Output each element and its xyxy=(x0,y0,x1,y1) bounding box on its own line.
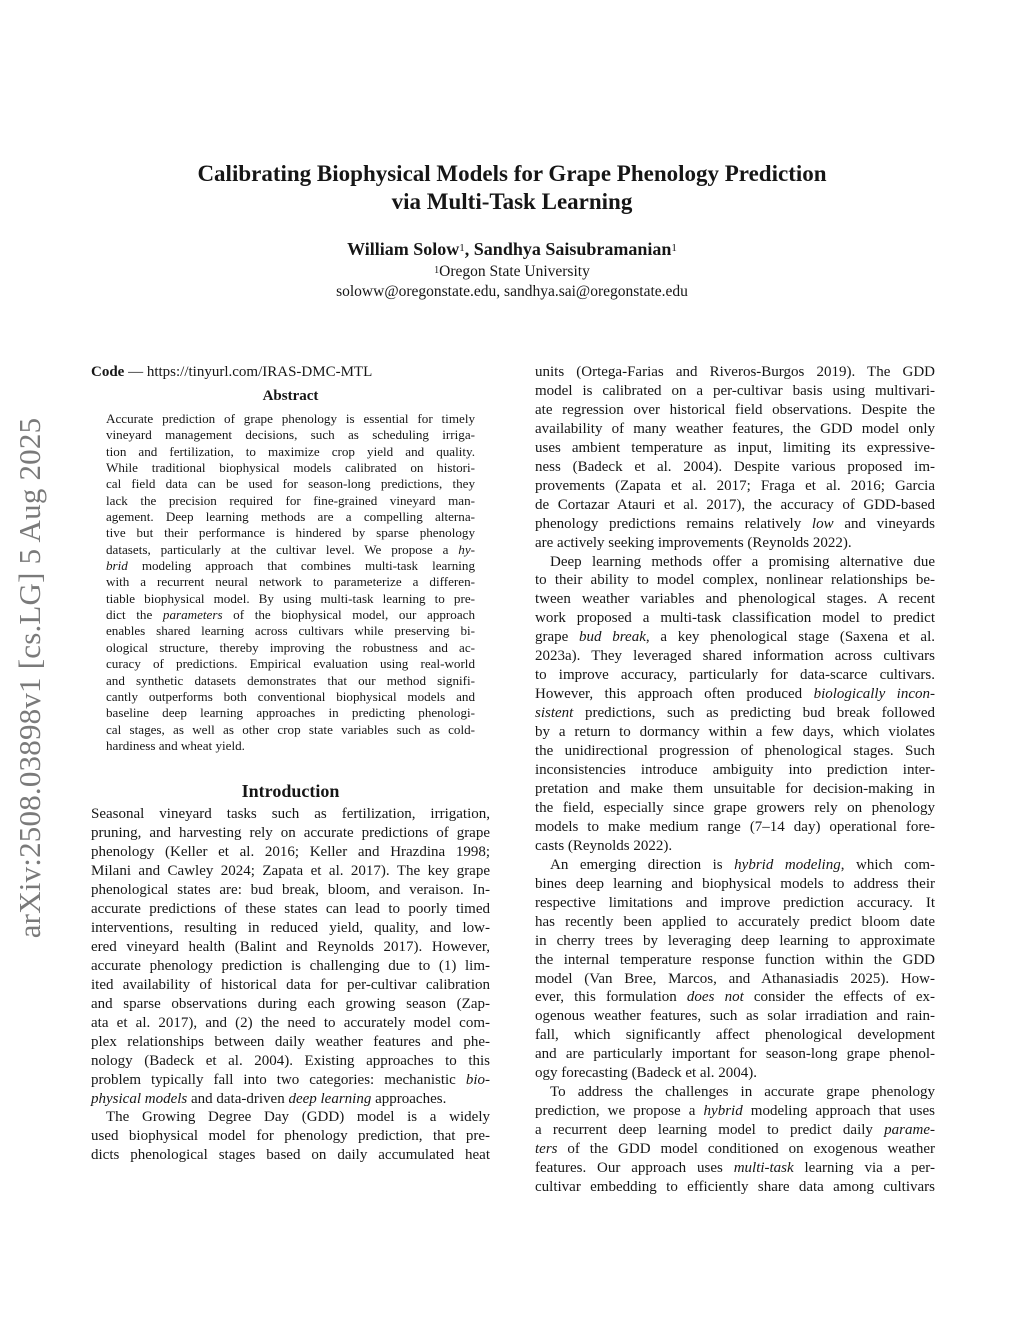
text-line: To address the challenges in accurate grape phenology xyxy=(550,1084,935,1101)
text-line: with a recurrent neural network to parameterize a differen- xyxy=(106,574,475,590)
text-line: The Growing Degree Day (GDD) model is a widely xyxy=(106,1109,490,1126)
text-line: ters of the GDD model conditioned on exogenous weather xyxy=(535,1141,935,1158)
intro-paragraph-5 xyxy=(535,1083,935,1197)
author-emails[interactable]: soloww@oregonstate.edu, sandhya.sai@oregonstate.edu xyxy=(336,283,688,300)
text-line: and sparse observations during each growing season (Zap- xyxy=(91,995,490,1012)
text-line: the field, especially since grape growers rely on phenology xyxy=(535,799,935,816)
title-line-2: via Multi-Task Learning xyxy=(391,188,633,214)
text-line: has recently been applied to accurately predict bloom date xyxy=(535,913,935,930)
introduction-heading: Introduction xyxy=(241,781,340,802)
affiliation-name: Oregon State University xyxy=(439,263,590,280)
text-line: cantly outperforms both conventional biophysical models and xyxy=(106,688,475,704)
text-line: respective limitations and improve prediction accuracy. It xyxy=(535,894,935,911)
code-link-line xyxy=(91,363,490,382)
text-line: Deep learning methods offer a promising alternative due xyxy=(550,553,935,570)
arxiv-identifier: arXiv:2508.03898v1 [cs.LG] 5 Aug 2025 xyxy=(12,417,47,939)
text-line: the internal temperature response function within the GDD xyxy=(535,951,935,968)
text-line: ata et al. 2017), and (2) the need to accurately model com- xyxy=(91,1014,490,1031)
text-line: to improve accuracy, particularly for data-scarce cultivars. xyxy=(535,667,935,684)
text-line: nology (Badeck et al. 2004). Existing approaches to this xyxy=(91,1052,490,1069)
arxiv-side-stamp xyxy=(5,378,55,978)
text-line: Accurate prediction of grape phenology is essential for timely xyxy=(106,411,475,426)
text-line: tiable biophysical model. By using multi-task learning to pre- xyxy=(106,590,475,606)
text-line: provements (Zapata et al. 2017; Fraga et al. 2016; Garcia xyxy=(535,477,935,494)
text-line: prediction, we propose a hybrid modeling approach that uses xyxy=(535,1103,935,1120)
abstract-heading: Abstract xyxy=(262,388,319,404)
text-line: agement. Deep learning methods are a compelling alterna- xyxy=(106,509,475,525)
text-line: enables shared learning across cultivars while preserving bi- xyxy=(106,623,475,639)
text-line: accurate phenology prediction is challenging due to (1) lim- xyxy=(91,957,490,974)
code-url-link[interactable]: https://tinyurl.com/IRAS-DMC-MTL xyxy=(146,364,373,380)
text-line: model is calibrated on a per-cultivar basis using multivari- xyxy=(535,382,935,399)
text-line: phenology (Keller et al. 2016; Keller and Hrazdina 1998; xyxy=(91,844,490,861)
text-line: While traditional biophysical models calibrated on histori- xyxy=(106,460,475,476)
text-line: and synthetic datasets demonstrates that our method signifi- xyxy=(106,672,475,688)
text-line: Milani and Cawley 2024; Zapata et al. 2017). The key grape xyxy=(91,863,490,880)
text-line: interventions, resulting in reduced yield, quality, and low- xyxy=(91,919,490,936)
introduction-body-left xyxy=(91,805,490,1165)
text-line: cultivar embedding to efficiently share data among cultivars xyxy=(535,1178,935,1195)
text-line: However, this approach often produced biologically incon- xyxy=(535,686,935,703)
intro-paragraph-4 xyxy=(535,856,935,1083)
text-line: plex relationships between daily weather features and phe- xyxy=(91,1033,490,1050)
text-line: and are particularly important for season-long grape phenol- xyxy=(535,1046,935,1063)
affiliation-mark: 1 xyxy=(434,265,440,276)
text-line: hardiness and wheat yield. xyxy=(106,737,245,753)
text-line: datasets, particularly at the cultivar level. We propose a hy- xyxy=(106,541,475,557)
text-line: cal stages, as well as other crop state variables such as cold- xyxy=(106,721,475,737)
text-line: accurate predictions of these states can lead to poorly timed xyxy=(91,900,490,917)
text-line: tween weather variables and phenological stages. A recent xyxy=(535,591,935,608)
text-line: de Cortazar Atauri et al. 2017), the accuracy of GDD-based xyxy=(535,496,935,513)
text-line: units (Ortega-Farias and Riveros-Burgos 2019). The GDD xyxy=(535,364,935,380)
code-label: Code xyxy=(91,364,125,380)
intro-paragraph-2-continued xyxy=(535,363,935,553)
text-line: physical models and data-driven deep learning approaches. xyxy=(91,1090,447,1107)
author-name-2: Sandhya Saisubramanian xyxy=(473,239,672,259)
text-line: phenological states are: bud break, bloom, and veraison. In- xyxy=(91,882,490,899)
text-line: 2023a). They leveraged shared information across cultivars xyxy=(535,648,935,665)
text-line: Seasonal vineyard tasks such as fertilization, irrigation, xyxy=(91,806,490,823)
left-column xyxy=(91,363,490,1165)
paper-title xyxy=(0,160,1024,215)
text-line: An emerging direction is hybrid modeling, which com- xyxy=(550,856,935,873)
text-line: brid modeling approach that combines multi-task learning xyxy=(106,558,475,574)
author-name-1: William Solow xyxy=(347,239,460,259)
text-line: used biophysical model for phenology prediction, that pre- xyxy=(91,1128,490,1145)
text-line: cal field data can be used for season-long predictions, they xyxy=(106,476,475,492)
text-line: to their ability to model complex, nonlinear relationships be- xyxy=(535,572,935,589)
text-line: ogenous weather features, such as solar irradiation and rain- xyxy=(535,1008,935,1025)
text-line: pruning, and harvesting rely on accurate predictions of grape xyxy=(91,825,490,842)
text-line: tion and fertilization, to maximize crop yield and quality. xyxy=(106,443,475,459)
text-line: in cherry trees by leveraging deep learning to approximate xyxy=(535,932,935,949)
text-line: vineyard management decisions, such as scheduling irriga- xyxy=(106,427,475,443)
right-column xyxy=(535,363,935,1197)
text-line: bines deep learning and biophysical models to address their xyxy=(535,875,935,892)
text-line: models to make medium range (7–14 day) operational fore- xyxy=(535,818,935,835)
text-line: baseline deep learning approaches in predicting phenologi- xyxy=(106,705,475,721)
text-line: sistent predictions, such as predicting bud break followed xyxy=(535,705,935,722)
author-separator: , xyxy=(464,239,474,259)
code-dash: — xyxy=(124,364,147,380)
text-line: are actively seeking improvements (Reynolds 2022). xyxy=(535,534,852,551)
text-line: phenology predictions remains relatively low and vineyards xyxy=(535,515,935,532)
text-line: by a return to dormancy within a few days, which violates xyxy=(535,724,935,741)
text-line: pretation and make them unsuitable for decision-making in xyxy=(535,780,935,797)
text-line: ness (Badeck et al. 2004). Despite various proposed im- xyxy=(535,458,935,475)
text-line: model (Van Bree, Marcos, and Athanasiadis 2025). How- xyxy=(535,970,935,987)
intro-paragraph-3 xyxy=(535,553,935,856)
text-line: ever, this formulation does not consider the effects of ex- xyxy=(535,989,935,1006)
text-line: problem typically fall into two categories: mechanistic bio- xyxy=(91,1071,490,1088)
author-list xyxy=(0,238,1024,260)
text-line: ological structure, thereby improving the robustness and ac- xyxy=(106,639,475,655)
text-line: ogy forecasting (Badeck et al. 2004). xyxy=(535,1065,758,1082)
text-line: ited availability of historical data for per-cultivar calibration xyxy=(91,976,490,993)
author-1-affil-mark: 1 xyxy=(459,242,465,254)
text-line: lack the precision required for fine-grained vineyard man- xyxy=(106,492,475,508)
text-line: the unidirectional progression of phenological stages. Such xyxy=(535,743,935,760)
title-line-1: Calibrating Biophysical Models for Grape Phenology Prediction xyxy=(197,161,827,186)
text-line: ate regression over historical field observations. Despite the xyxy=(535,401,935,418)
text-line: casts (Reynolds 2022). xyxy=(535,837,673,854)
text-line: dicts phenological stages based on daily accumulated heat xyxy=(91,1147,490,1164)
text-line: ered vineyard health (Balint and Reynolds 2017). However, xyxy=(91,938,490,955)
text-line: grape bud break, a key phenological stage (Saxena et al. xyxy=(535,629,936,646)
abstract-body xyxy=(106,411,475,754)
paper-header xyxy=(0,160,1024,302)
text-line: uses ambient temperature as input, limiting its expressive- xyxy=(535,439,935,456)
text-line: a recurrent deep learning model to predict daily parame- xyxy=(535,1122,935,1139)
text-line: inconsistencies introduce ambiguity into prediction inter- xyxy=(535,762,935,779)
text-line: availability of many weather features, the GDD model only xyxy=(535,420,935,437)
intro-paragraph-1 xyxy=(91,805,490,1108)
affiliation xyxy=(0,262,1024,282)
intro-paragraph-2 xyxy=(91,1108,490,1165)
text-line: work proposed a multi-task classification model to predict xyxy=(535,610,935,627)
text-line: dict the parameters of the biophysical model, our approach xyxy=(106,607,475,623)
text-line: fall, which significantly affect phenological development xyxy=(535,1027,935,1044)
text-line: features. Our approach uses multi-task learning via a per- xyxy=(535,1160,935,1177)
text-line: tive but their performance is hindered by sparse phenology xyxy=(106,525,475,541)
text-line: curacy of predictions. Empirical evaluation using real-world xyxy=(106,656,475,672)
author-2-affil-mark: 1 xyxy=(671,242,677,254)
